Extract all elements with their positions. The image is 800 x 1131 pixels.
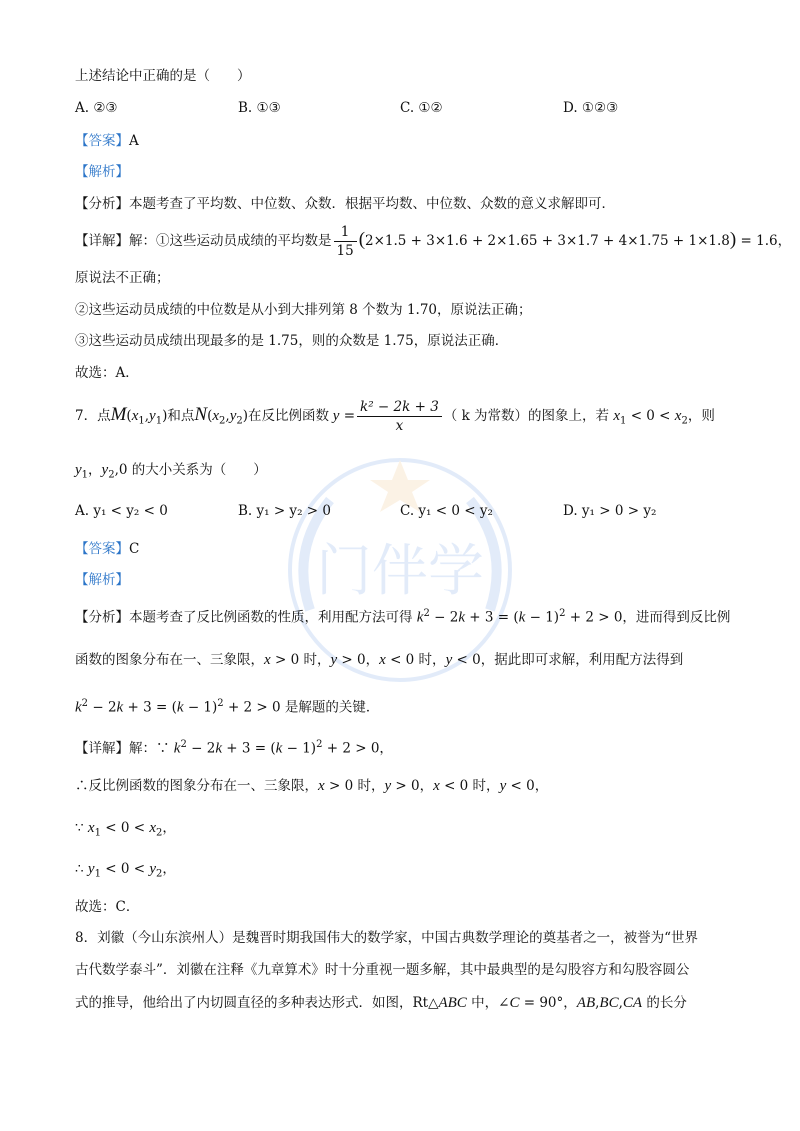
q7-stem-line1: 7．点$M(x_1,y_1)$和点$N(x_2,y_2)$在反比例函数 y = $\frac{\text{k² − 2k + 3}}{x}$ （ k 为常数）的图象上，若 $x_1 < 0 < x_2$，则 xyxy=(75,399,715,434)
q7-analysis-tag: 【解析】 xyxy=(75,572,129,588)
func-numerator: k² − 2k + 3 xyxy=(357,398,442,417)
fenxi-tag: 【分析】 xyxy=(75,196,129,212)
q7-option-d: D. y₁ > 0 > y₂ xyxy=(563,503,657,519)
q7-detail-line4: ∴ $y_1 < 0 < y_2$， xyxy=(75,861,176,880)
detail-tag: 【详解】 xyxy=(75,740,129,757)
mean-fraction xyxy=(334,223,357,260)
q6-detail-line2: 原说法不正确； xyxy=(75,270,170,286)
q6-detail-line4: ③这些运动员成绩出现最多的是 1.75，则的众数是 1.75，原说法正确． xyxy=(75,333,509,349)
q6-option-a: A. ②③ xyxy=(75,100,118,116)
q7-answer xyxy=(75,539,740,559)
frac-denominator: 15 xyxy=(336,243,354,259)
answer-tag: 【答案】 xyxy=(75,541,129,557)
answer-value: C xyxy=(129,541,140,557)
q7-stem-line2: $y_1$，$y_2,0$ 的大小关系为（ ） xyxy=(75,462,267,481)
q6-option-c: C. ①② xyxy=(400,100,443,116)
q7-and: 和点 xyxy=(167,408,195,424)
q7-option-a: A. y₁ < y₂ < 0 xyxy=(75,503,168,519)
q7-function-fraction xyxy=(357,398,442,435)
q8-line3: 式的推导，他给出了内切圆直径的多种表达形式．如图，Rt△ABC 中，∠C = 90°，AB,BC,CA 的长分 xyxy=(75,995,687,1011)
q6-choice: 故选：A． xyxy=(75,365,139,381)
q8-line3-text: 式的推导，他给出了内切圆直径的多种表达形式．如图， xyxy=(75,995,413,1011)
detail-l1: 解：∵ xyxy=(129,740,170,757)
q7-number: 7．点 xyxy=(75,408,111,424)
fenxi-l2: 函数的图象分布在一、三象限， xyxy=(75,652,264,668)
answer-value: A xyxy=(129,133,139,149)
q6-fenxi xyxy=(75,194,740,214)
fenxi-tag: 【分析】 xyxy=(75,609,129,626)
q7-detail-line1: 【详解】解：∵ $k^2 - 2k + 3 = (k - 1)^2 + 2 > 0$， xyxy=(75,739,393,757)
fenxi-l3-tail: 是解题的关键． xyxy=(284,699,380,716)
fenxi-l1-tail: ，进而得到反比例 xyxy=(622,609,731,626)
q7-choice: 故选：C． xyxy=(75,899,140,915)
fenxi-l1: 本题考查了反比例函数的性质，利用配方法可得 xyxy=(129,609,413,626)
detail-prefix: 解：①这些运动员成绩的平均数是 xyxy=(129,233,332,249)
func-denominator: x xyxy=(395,418,404,434)
q6-detail-line3: ②这些运动员成绩的中位数是从小到大排列第 8 个数为 1.70，原说法正确； xyxy=(75,302,532,318)
q7-fenxi-line1: 【分析】本题考查了反比例函数的性质，利用配方法可得 $k^2 - 2k + 3 = (k - 1)^2 + 2 > 0$，进而得到反比例 xyxy=(75,608,731,626)
q8-line1: 8．刘徽（今山东滨州人）是魏晋时期我国伟大的数学家，中国古典数学理论的奠基者之一，被誉为“世界 xyxy=(75,930,698,946)
q6-answer xyxy=(75,131,740,151)
q6-analysis-tag: 【解析】 xyxy=(75,164,129,180)
q6-prompt-tail: 上述结论中正确的是（ ） xyxy=(75,68,251,84)
q8-line3-tail: 的长分 xyxy=(646,995,687,1011)
q7-fenxi-line3: $k^2 - 2k + 3 = (k - 1)^2 + 2 > 0$ 是解题的关键． xyxy=(75,698,380,716)
watermark-text: 门伴学 xyxy=(316,539,484,604)
frac-numerator: 1 xyxy=(334,223,357,242)
q6-detail-line1: 【详解】解：①这些运动员成绩的平均数是 $\frac{1}{15}$ (2×1.5 + 3×1.6 + 2×1.65 + 3×1.7 + 4×1.75 + 1×1.8) = 1.6， xyxy=(75,224,792,259)
q7-detail-line3: ∵ $x_1 < 0 < x_2$， xyxy=(75,820,176,839)
q7-option-b: B. y₁ > y₂ > 0 xyxy=(238,503,331,519)
q7-detail-line2: ∴反比例函数的图象分布在一、三象限，x > 0 时，y > 0，x < 0 时，y < 0， xyxy=(75,778,549,794)
detail-tag: 【详解】 xyxy=(75,233,129,249)
q7-line2-tail: 的大小关系为（ ） xyxy=(131,462,267,478)
q8-line2: 古代数学泰斗”．刘徽在注释《九章算术》时十分重视一题多解，其中最典型的是勾股容方和勾股容圆公 xyxy=(75,962,690,978)
q7-mid: 在反比例函数 xyxy=(248,408,330,424)
q7-cond-tail: ，则 xyxy=(687,408,715,424)
q7-option-c: C. y₁ < 0 < y₂ xyxy=(400,503,493,519)
answer-tag: 【答案】 xyxy=(75,133,129,149)
q7-fenxi-line2: 函数的图象分布在一、三象限，x > 0 时，y > 0，x < 0 时，y < 0，据此即可求解，利用配方法得到 xyxy=(75,652,684,668)
q6-option-b: B. ①③ xyxy=(238,100,281,116)
mean-result: = 1.6 xyxy=(740,233,778,249)
mean-expression: 2×1.5 + 3×1.6 + 2×1.65 + 3×1.7 + 4×1.75 + 1×1.8 xyxy=(365,233,730,249)
fenxi-l2-tail: ，据此即可求解，利用配方法得到 xyxy=(480,652,684,668)
q6-option-d: D. ①②③ xyxy=(563,100,619,116)
fenxi-text: 本题考查了平均数、中位数、众数．根据平均数、中位数、众数的意义求解即可． xyxy=(129,196,615,212)
detail-l2: ∴反比例函数的图象分布在一、三象限， xyxy=(75,778,318,794)
q7-note: （ k 为常数）的图象上，若 xyxy=(443,408,610,424)
